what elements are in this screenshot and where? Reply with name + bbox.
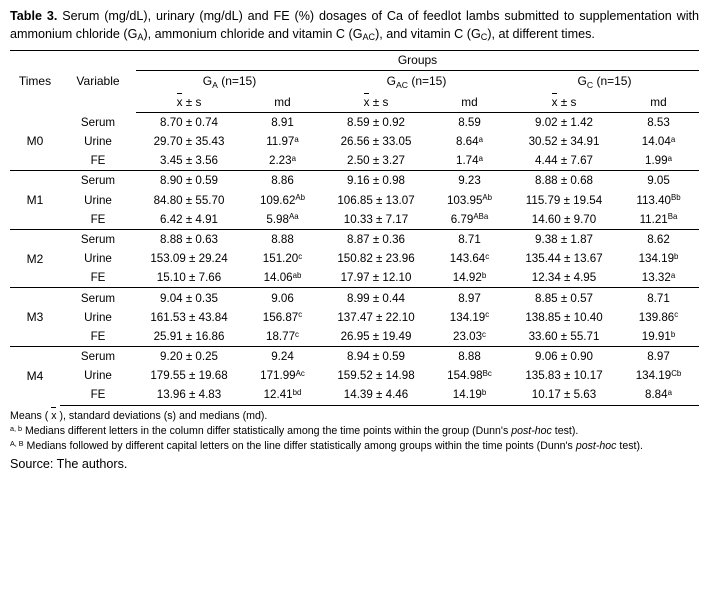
cell-gc-mean: 10.17 ± 5.63 <box>510 385 618 405</box>
cell-gac-md: 8.59 <box>458 115 481 129</box>
table-footnotes <box>10 409 699 454</box>
variable-label: Serum <box>80 291 116 305</box>
cell-ga-mean: 8.90 ± 0.59 <box>160 174 218 188</box>
variable-label: FE <box>60 385 136 405</box>
cell-gc-mean: 8.85 ± 0.57 <box>535 291 593 305</box>
table-caption-label: Table 3. <box>10 9 58 23</box>
cell-gc-md: 8.62 <box>647 232 670 246</box>
cell-ga-md: 9.06 <box>271 291 294 305</box>
cell-gac-md: 14.92$^b$ <box>452 271 487 285</box>
cell-gc-md: 8.71 <box>647 291 670 305</box>
variable-label: FE <box>90 329 106 343</box>
cell-gac-mean: 106.85 ± 13.07 <box>337 193 415 207</box>
time-label-m3: M3 <box>26 310 44 325</box>
cell-gc-mean: 8.88 ± 0.68 <box>535 174 593 188</box>
table-row <box>10 308 699 327</box>
header-row-groups <box>10 50 699 70</box>
footnote-lowercase: $^{a, b}$ Medians different letters in the column differ statistically among the time points within the group (Dunn's post-hoc test). <box>10 423 579 437</box>
cell-ga-md: 18.77$^c$ <box>266 329 299 343</box>
cell-gac-mean: 26.56 ± 33.05 <box>340 135 412 149</box>
cell-ga-mean: 25.91 ± 16.86 <box>153 329 225 343</box>
header-gc-md: md <box>618 92 699 113</box>
header-row-subcolumns <box>10 92 699 113</box>
variable-label: Urine <box>84 310 112 324</box>
header-ga-mean-sd: x ± s <box>136 92 242 113</box>
time-label-m1: M1 <box>26 193 44 208</box>
cell-ga-md: 14.06$^{ab}$ <box>263 271 302 285</box>
cell-gc-md: 139.86$^c$ <box>638 310 679 324</box>
cell-gac-mean: 8.99 ± 0.44 <box>347 291 405 305</box>
cell-gc-md: 19.91$^b$ <box>641 329 676 343</box>
table-row <box>10 268 699 288</box>
cell-gc-mean: 9.02 ± 1.42 <box>535 115 593 129</box>
header-gac-md: md <box>429 92 510 113</box>
cell-ga-mean: 153.09 ± 29.24 <box>150 252 228 266</box>
variable-label: FE <box>90 154 106 168</box>
table-caption-text-1: Serum (mg/dL), urinary (mg/dL) and FE (%) dosages of Ca of feedlot lambs submitted to supplementation with ammonium chloride (G <box>10 9 700 41</box>
variable-label: Serum <box>80 174 116 188</box>
cell-gc-md: 1.99$^a$ <box>645 153 672 168</box>
cell-ga-md: 156.87$^c$ <box>262 310 303 324</box>
variable-label: Serum <box>80 232 116 246</box>
cell-gc-md: 8.53 <box>647 115 670 129</box>
table-row <box>10 249 699 268</box>
table-caption-text-2: ), ammonium chloride and vitamin C (G <box>143 26 363 41</box>
cell-ga-md: 8.91 <box>271 115 294 129</box>
header-groups-label: Groups <box>136 50 699 70</box>
cell-gac-md: 8.88 <box>458 350 481 364</box>
cell-ga-mean: 9.04 ± 0.35 <box>160 291 218 305</box>
cell-gc-mean: 138.85 ± 10.40 <box>525 310 603 324</box>
table-row <box>10 171 699 191</box>
cell-gc-md: 8.97 <box>647 350 670 364</box>
table-row <box>10 112 699 132</box>
cell-gac-md: 134.19$^c$ <box>449 310 490 324</box>
cell-ga-md: $109.62^{Ab}$ <box>259 193 306 207</box>
cell-gc-md: $134.19^{Cb}$ <box>635 368 682 383</box>
table-caption-sub-a: A <box>137 32 144 43</box>
cell-gc-md: 9.05 <box>647 174 670 188</box>
cell-ga-mean: 8.70 ± 0.74 <box>160 115 218 129</box>
cell-gc-md: 13.32$^a$ <box>641 271 676 285</box>
header-spacer-variable <box>60 50 136 70</box>
cell-gac-md: $6.79^{ABa}$ <box>450 212 489 226</box>
cell-gc-mean: 9.06 ± 0.90 <box>535 350 593 364</box>
time-label-m2: M2 <box>26 251 44 266</box>
table-row <box>10 327 699 347</box>
cell-ga-md: $5.98^{Aa}$ <box>266 212 299 226</box>
cell-ga-md: 151.20$^c$ <box>262 251 303 266</box>
header-sub-spacer-1 <box>10 92 60 113</box>
cell-gac-mean: 2.50 ± 3.27 <box>347 154 405 168</box>
header-ga-md: md <box>242 92 323 113</box>
table-row <box>10 288 699 308</box>
header-group-gc: $G_C$ (n=15) <box>577 74 632 90</box>
cell-gc-md: 14.04$^a$ <box>641 134 676 149</box>
cell-gac-mean: 150.82 ± 23.96 <box>337 252 415 266</box>
table-row <box>10 210 699 230</box>
cell-ga-mean: 3.45 ± 3.56 <box>160 154 218 168</box>
cell-gc-mean: 9.38 ± 1.87 <box>535 232 593 246</box>
table-caption-sub-ac: AC <box>362 32 376 43</box>
cell-gac-mean: 14.39 ± 4.46 <box>323 385 429 405</box>
cell-gc-mean: 115.79 ± 19.54 <box>525 193 603 207</box>
cell-ga-md: 8.86 <box>271 174 294 188</box>
table-caption-text-3: ), and vitamin C (G <box>375 26 481 41</box>
cell-gac-mean: 8.94 ± 0.59 <box>347 350 405 364</box>
table-row <box>10 191 699 210</box>
cell-gac-mean: 159.52 ± 14.98 <box>337 369 415 383</box>
header-group-ga: $G_A$ (n=15) <box>202 74 257 90</box>
cell-ga-mean: 161.53 ± 43.84 <box>150 310 228 324</box>
table-row <box>10 132 699 151</box>
cell-gc-md: $113.40^{Bb}$ <box>636 193 681 207</box>
header-spacer-times <box>10 50 60 70</box>
cell-ga-md: 11.97$^a$ <box>266 134 299 149</box>
cell-gc-md: 134.19$^b$ <box>638 251 679 266</box>
header-group-gac: $G_{AC}$ (n=15) <box>386 74 447 90</box>
source-line: Source: The authors. <box>10 457 128 472</box>
cell-gac-md: 143.64$^c$ <box>449 251 490 266</box>
header-gac-mean-sd: x ± s <box>323 92 429 113</box>
cell-ga-mean: 6.42 ± 4.91 <box>160 212 218 226</box>
cell-ga-mean: 179.55 ± 19.68 <box>150 369 228 383</box>
cell-gac-md: 23.03$^c$ <box>453 329 486 343</box>
cell-gc-mean: 12.34 ± 4.95 <box>531 271 597 285</box>
cell-gac-md: 9.23 <box>458 174 481 188</box>
cell-gac-md: 8.64$^a$ <box>456 134 483 149</box>
cell-gac-mean: 17.97 ± 12.10 <box>340 271 412 285</box>
table-row <box>10 366 699 385</box>
table-row <box>10 229 699 249</box>
cell-gac-mean: 8.87 ± 0.36 <box>347 232 405 246</box>
variable-label: Urine <box>84 369 112 383</box>
data-table <box>10 50 699 406</box>
header-variable: Variable <box>76 74 120 88</box>
table-row <box>10 347 699 367</box>
time-label-m0: M0 <box>26 134 44 149</box>
variable-label: Urine <box>84 252 112 266</box>
cell-gc-mean: 33.60 ± 55.71 <box>528 329 600 343</box>
cell-ga-md: $171.99^{Ac}$ <box>260 368 305 383</box>
cell-ga-mean: 29.70 ± 35.43 <box>153 135 225 149</box>
header-times: Times <box>18 74 52 88</box>
footnote-uppercase: $^{A, B}$ Medians followed by different capital letters on the line differ statistically among groups within the time points (Dunn's post-hoc test). <box>10 438 643 452</box>
cell-gac-mean: 9.16 ± 0.98 <box>347 174 405 188</box>
cell-gac-mean: 26.95 ± 19.49 <box>340 329 412 343</box>
header-sub-spacer-2 <box>60 92 136 113</box>
cell-gc-mean: 30.52 ± 34.91 <box>528 135 600 149</box>
cell-gc-md: 8.84$^a$ <box>618 385 699 405</box>
header-row-columns <box>10 70 699 92</box>
cell-ga-mean: 15.10 ± 7.66 <box>156 271 222 285</box>
cell-gac-md: 8.97 <box>458 291 481 305</box>
cell-ga-mean: 8.88 ± 0.63 <box>160 232 218 246</box>
table-caption <box>10 8 699 44</box>
cell-ga-mean: 84.80 ± 55.70 <box>153 193 225 207</box>
table-caption-text-4: ), at different times. <box>487 26 595 41</box>
table-row <box>10 385 699 405</box>
cell-gc-mean: 4.44 ± 7.67 <box>535 154 593 168</box>
cell-ga-md: 8.88 <box>271 232 294 246</box>
cell-gac-md: 14.19$^b$ <box>429 385 510 405</box>
cell-gac-md: $154.98^{Bc}$ <box>447 368 492 383</box>
cell-ga-mean: 9.20 ± 0.25 <box>160 350 218 364</box>
footnote-means: Means ( x ), standard deviations (s) and medians (md). <box>10 409 268 422</box>
variable-label: Serum <box>80 115 116 129</box>
cell-ga-md: 12.41$^{bd}$ <box>242 385 323 405</box>
cell-gc-mean: 14.60 ± 9.70 <box>531 212 597 226</box>
cell-gc-mean: 135.44 ± 13.67 <box>525 252 603 266</box>
cell-gc-mean: 135.83 ± 10.17 <box>525 369 603 383</box>
cell-gac-mean: 8.59 ± 0.92 <box>347 115 405 129</box>
time-label-m4: M4 <box>26 369 44 384</box>
cell-ga-mean: 13.96 ± 4.83 <box>136 385 242 405</box>
table-caption-sub-c: C <box>480 32 488 43</box>
cell-gac-md: $103.95^{Ab}$ <box>446 193 493 207</box>
table-row <box>10 151 699 171</box>
variable-label: Urine <box>84 193 112 207</box>
cell-gc-md: $11.21^{Ba}$ <box>639 212 678 226</box>
variable-label: Serum <box>80 350 116 364</box>
variable-label: Urine <box>84 135 112 149</box>
variable-label: FE <box>90 212 106 226</box>
cell-ga-md: 2.23$^a$ <box>269 153 296 168</box>
cell-gac-md: 8.71 <box>458 232 481 246</box>
cell-gac-mean: 137.47 ± 22.10 <box>337 310 415 324</box>
header-gc-mean-sd: x ± s <box>510 92 618 113</box>
cell-gac-md: 1.74$^a$ <box>456 153 483 168</box>
variable-label: FE <box>90 271 106 285</box>
cell-ga-md: 9.24 <box>271 350 294 364</box>
cell-gac-mean: 10.33 ± 7.17 <box>343 212 409 226</box>
